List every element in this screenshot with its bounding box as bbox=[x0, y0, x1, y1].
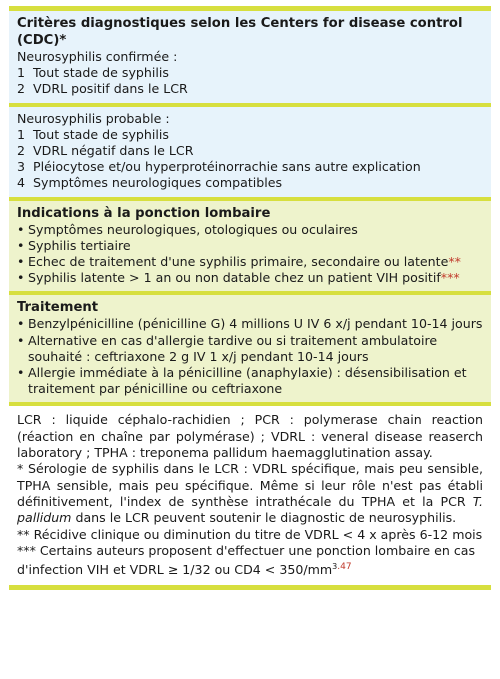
list-item: • Syphilis tertiaire bbox=[17, 237, 131, 253]
footnote-2: ** Récidive clinique ou diminution du titre de VDRL < 4 x après 6-12 mois bbox=[17, 526, 483, 542]
cdc-title: Critères diagnostiques selon les Centers for disease control (CDC)* bbox=[17, 16, 463, 48]
cdc-confirmed-section bbox=[9, 11, 491, 107]
list-item: • Syphilis latente > 1 an ou non datable chez un patient VIH positif*** bbox=[17, 270, 460, 286]
footnote-mark: ** bbox=[448, 254, 461, 270]
list-item: • Alternative en cas d'allergie tardive ou si traitement ambulatoire souhaité : ceftriaxone 2 g IV 1 x/j pendant 10-14 jours bbox=[17, 332, 438, 364]
confirmed-label: Neurosyphilis confirmée : bbox=[17, 49, 178, 64]
list-item: • Symptômes neurologiques, otologiques ou oculaires bbox=[17, 221, 358, 237]
abbreviations: LCR : liquide céphalo-rachidien ; PCR : polymerase chain reaction (réaction en chaîne par polymérase) ; VDRL : veneral disease reaserch laboratory ; TPHA : treponema pallidum haemagglutination assay. bbox=[17, 412, 483, 461]
bullet-icon: • bbox=[17, 237, 25, 253]
list-item: 3 Pléiocytose et/ou hyperprotéinorrachie sans autre explication bbox=[17, 159, 421, 175]
footnote-3: *** Certains auteurs proposent d'effectuer une ponction lombaire en cas d'infection VIH et VDRL ≥ 1/32 ou CD4 < 350/mm$^{3.47}$ bbox=[17, 542, 476, 578]
bullet-icon: • bbox=[17, 332, 25, 348]
list-item: 4 Symptômes neurologiques compatibles bbox=[17, 175, 283, 191]
footnotes-section bbox=[9, 406, 491, 589]
traitement-title: Traitement bbox=[17, 300, 99, 316]
list-item: • Benzylpénicilline (pénicilline G) 4 millions U IV 6 x/j pendant 10-14 jours bbox=[17, 316, 483, 332]
probable-label: Neurosyphilis probable : bbox=[17, 110, 170, 126]
footnote-mark: *** bbox=[440, 270, 460, 286]
footnote-1: * Sérologie de syphilis dans le LCR : VDRL spécifique, mais peu sensible, TPHA sensible, mais peu spécifique. Même si leur rôle n'est pas établi définitivement, l'index de synthèse intrathécale du TPHA et la PCR T. pallidum dans le LCR peuvent soutenir le diagnostic de neurosyphilis. bbox=[17, 461, 483, 526]
reference-link[interactable]: .47 bbox=[337, 562, 352, 573]
list-item: 1 Tout stade de syphilis bbox=[17, 65, 169, 81]
bullet-icon: • bbox=[17, 221, 25, 237]
bullet-icon: • bbox=[17, 270, 25, 286]
list-item: • Allergie immédiate à la pénicilline (anaphylaxie) : désensibilisation et traitement par pénicilline ou ceftriaxone bbox=[17, 365, 467, 397]
ponction-title: Indications à la ponction lombaire bbox=[17, 205, 271, 221]
list-item: 1 Tout stade de syphilis bbox=[17, 126, 169, 142]
list-item: 2 VDRL négatif dans le LCR bbox=[17, 143, 194, 159]
bullet-icon: • bbox=[17, 365, 25, 381]
bullet-icon: • bbox=[17, 254, 25, 270]
traitement-section bbox=[9, 295, 491, 406]
list-item: • Echec de traitement d'une syphilis primaire, secondaire ou latente** bbox=[17, 254, 461, 270]
cdc-probable-section bbox=[9, 107, 491, 201]
list-item: 2 VDRL positif dans le LCR bbox=[17, 81, 188, 97]
bullet-icon: • bbox=[17, 316, 25, 332]
ponction-section bbox=[9, 201, 491, 296]
info-table bbox=[9, 6, 491, 590]
